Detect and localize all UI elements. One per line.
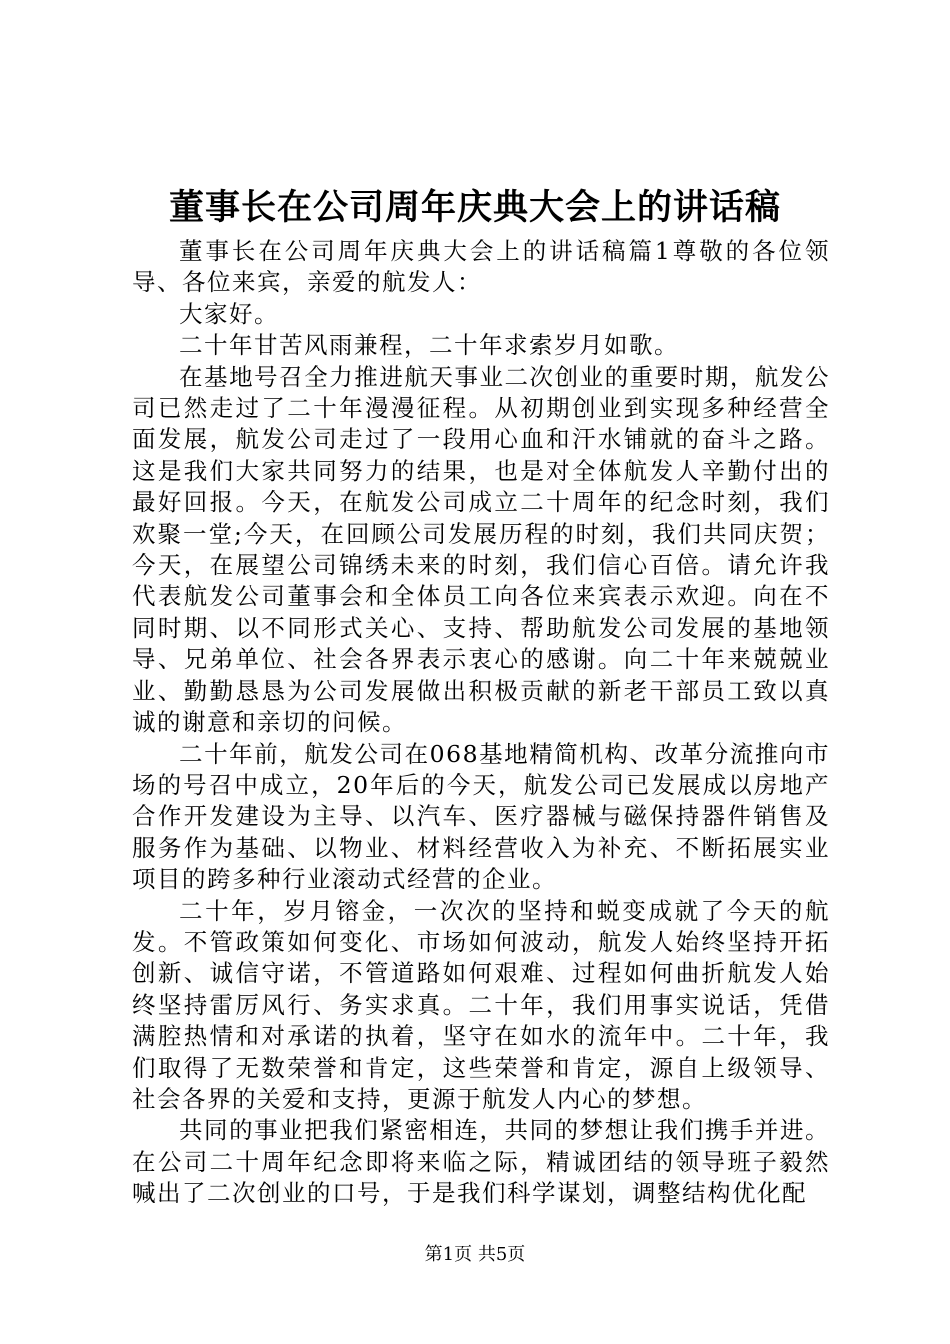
paragraph: 二十年前，航发公司在068基地精简机构、改革分流推向市场的号召中成立，20年后的今天，航发公司已发展成以房地产合作开发建设为主导、以汽车、医疗器械与磁保持器件销售及服务作为基础、以物业、材料经营收入为补充、不断拓展实业项目的跨多种行业滚动式经营的企业。 [132,739,830,894]
document-body [132,236,830,1210]
paragraph: 共同的事业把我们紧密相连，共同的梦想让我们携手并进。在公司二十周年纪念即将来临之际，精诚团结的领导班子毅然喊出了二次创业的口号，于是我们科学谋划，调整结构优化配 [132,1116,830,1208]
document-title: 董事长在公司周年庆典大会上的讲话稿 [168,187,781,228]
paragraph: 二十年，岁月镕金，一次次的坚持和蜕变成就了今天的航发。不管政策如何变化、市场如何波动，航发人始终坚持开拓创新、诚信守诺，不管道路如何艰难、过程如何曲折航发人始终坚持雷厉风行、务实求真。二十年，我们用事实说话，凭借满腔热情和对承诺的执着，坚守在如水的流年中。二十年，我们取得了无数荣誉和肯定，这些荣誉和肯定，源自上级领导、社会各界的关爱和支持，更源于航发人内心的梦想。 [132,896,830,1113]
paragraph: 二十年甘苦风雨兼程，二十年求索岁月如歌。 [179,331,679,360]
paragraph: 董事长在公司周年庆典大会上的讲话稿篇1尊敬的各位领导、各位来宾，亲爱的航发人： [132,237,830,297]
paragraph: 在基地号召全力推进航天事业二次创业的重要时期，航发公司已然走过了二十年漫漫征程。从初期创业到实现多种经营全面发展，航发公司走过了一段用心血和汗水铺就的奋斗之路。这是我们大家共同努力的结果，也是对全体航发人辛勤付出的最好回报。今天，在航发公司成立二十周年的纪念时刻，我们欢聚一堂;今天，在回顾公司发展历程的时刻，我们共同庆贺；今天，在展望公司锦绣未来的时刻，我们信心百倍。请允许我代表航发公司董事会和全体员工向各位来宾表示欢迎。向在不同时期、以不同形式关心、支持、帮助航发公司发展的基地领导、兄弟单位、社会各界表示衷心的感谢。向二十年来兢兢业业、勤勤恳恳为公司发展做出积极贡献的新老干部员工致以真诚的谢意和亲切的问候。 [132,362,830,737]
paragraph: 大家好。 [179,299,279,328]
page-number-footer: 第1页 共5页 [424,1244,526,1265]
